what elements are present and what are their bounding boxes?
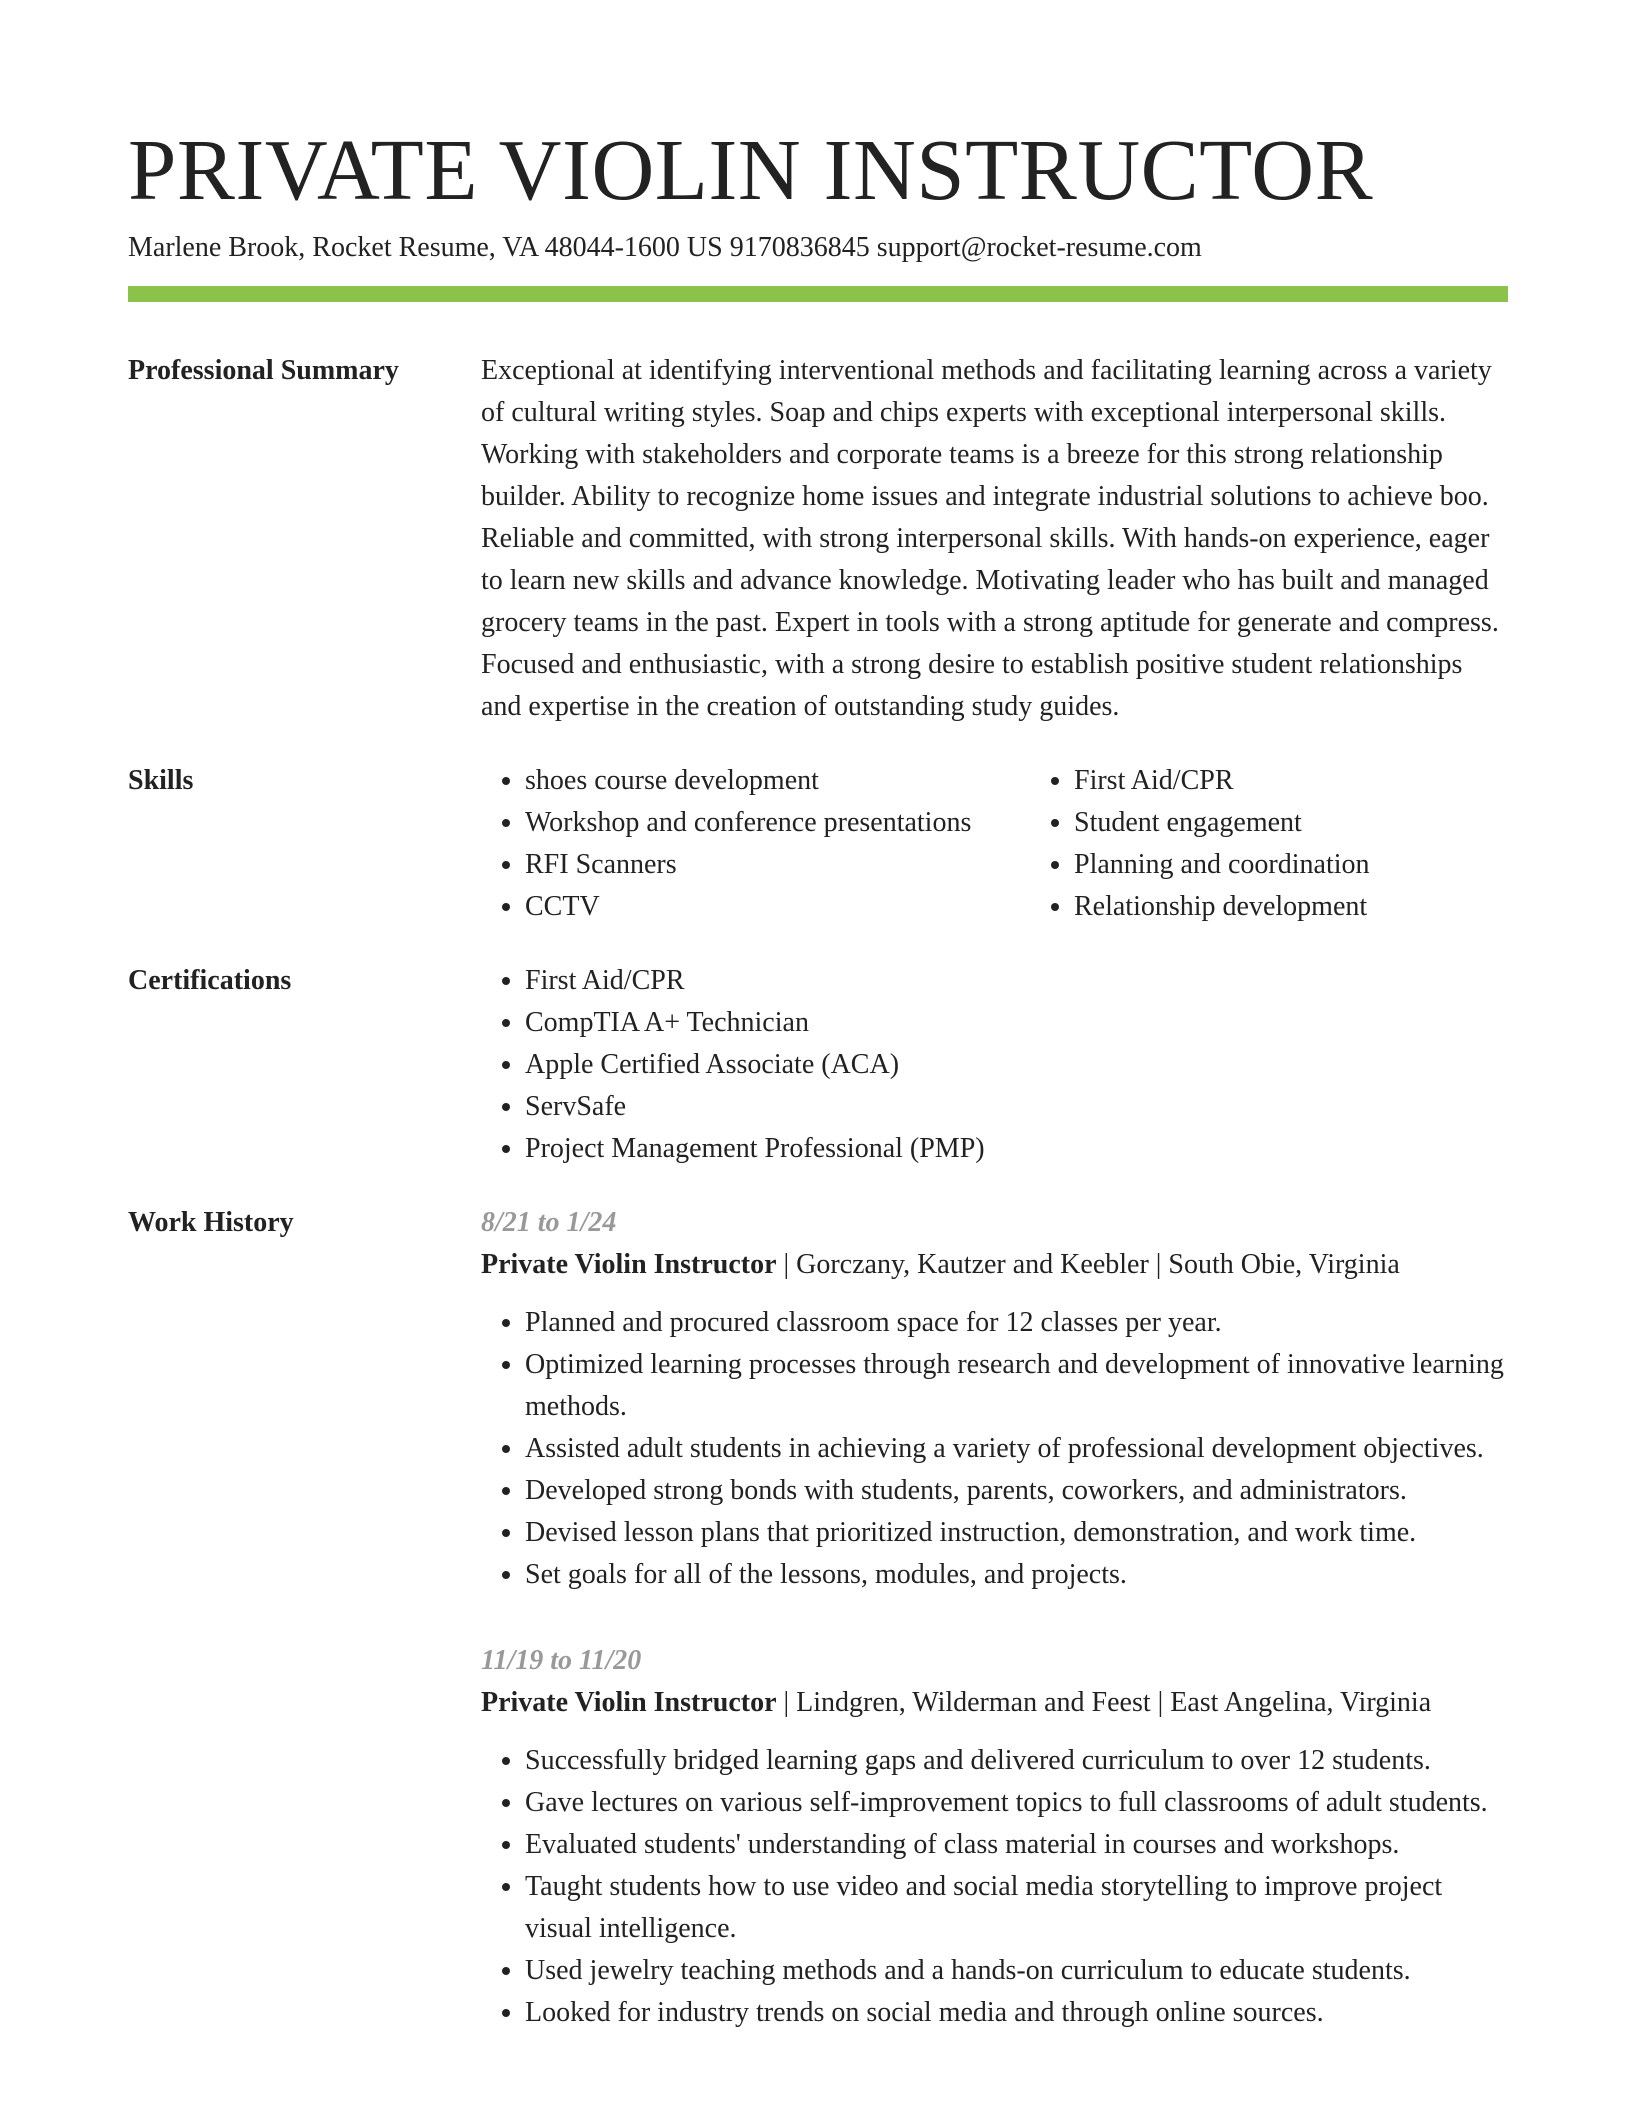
job-title: Private Violin Instructor (481, 1687, 777, 1718)
skill-item: • Relationship development (1074, 886, 1534, 928)
skill-item: • shoes course development (525, 760, 1030, 802)
skill-item: • Student engagement (1074, 802, 1534, 844)
job-bullet: • Developed strong bonds with students, parents, coworkers, and administrators. (525, 1470, 1508, 1512)
professional-summary-section (128, 350, 1508, 728)
section-label-skills: Skills (128, 765, 194, 796)
job-bullet: • Evaluated students' understanding of class material in courses and workshops. (525, 1824, 1508, 1866)
job-bullet: • Planned and procured classroom space for 12 classes per year. (525, 1302, 1508, 1344)
job-bullet: • Successfully bridged learning gaps and delivered curriculum to over 12 students. (525, 1740, 1508, 1782)
section-label-work-history: Work History (128, 1207, 294, 1238)
section-label-summary: Professional Summary (128, 355, 399, 386)
skill-item: • First Aid/CPR (1074, 760, 1534, 802)
job-heading (481, 1244, 1508, 1286)
certification-item: • Apple Certified Associate (ACA) (525, 1044, 1508, 1086)
job-bullet: • Looked for industry trends on social media and through online sources. (525, 1992, 1508, 2034)
job-bullet: • Optimized learning processes through research and development of innovative learning methods. (525, 1344, 1508, 1428)
certification-item: • Project Management Professional (PMP) (525, 1128, 1508, 1170)
header-divider (128, 286, 1508, 302)
summary-text: Exceptional at identifying interventional methods and facilitating learning across a variety of cultural writing styles. Soap and chips experts with exceptional interpersonal skills. Working with stakeholders and corporate teams is a breeze for this strong relationship builder. Ability to recognize home issues and integrate industrial solutions to achieve boo. Reliable and committed, with strong interpersonal skills. With hands-on experience, eager to learn new skills and advance knowledge. Motivating leader who has built and managed grocery teams in the past. Expert in tools with a strong aptitude for generate and compress. Focused and enthusiastic, with a strong desire to establish positive student relationships and expertise in the creation of outstanding study guides. (481, 355, 1499, 722)
certification-item: • ServSafe (525, 1086, 1508, 1128)
job-entry (481, 1640, 1508, 2034)
job-heading (481, 1682, 1508, 1724)
certification-item: • First Aid/CPR (525, 960, 1508, 1002)
job-title: Private Violin Instructor (481, 1249, 777, 1280)
resume-page (128, 120, 1508, 2078)
job-bullet: • Set goals for all of the lessons, modules, and projects. (525, 1554, 1508, 1596)
job-dates: 11/19 to 11/20 (481, 1645, 642, 1676)
certifications-list (481, 960, 1508, 1170)
job-bullet: • Taught students how to use video and social media storytelling to improve project visual intelligence. (525, 1866, 1508, 1950)
resume-title: PRIVATE VIOLIN INSTRUCTOR (128, 121, 1374, 218)
job-employer-location: | Lindgren, Wilderman and Feest | East Angelina, Virginia (776, 1687, 1432, 1718)
skills-section (128, 760, 1508, 928)
certifications-section (128, 960, 1508, 1170)
certification-item: • CompTIA A+ Technician (525, 1002, 1508, 1044)
skill-item: • Workshop and conference presentations (525, 802, 1030, 844)
skills-list-column-2 (1030, 760, 1534, 928)
job-bullets (481, 1740, 1508, 2034)
section-label-certifications: Certifications (128, 965, 292, 996)
job-bullet: • Gave lectures on various self-improvement topics to full classrooms of adult students. (525, 1782, 1508, 1824)
skill-item: • RFI Scanners (525, 844, 1030, 886)
work-history-section (128, 1202, 1508, 2078)
job-dates: 8/21 to 1/24 (481, 1207, 617, 1238)
job-bullets (481, 1302, 1508, 1596)
skill-item: • CCTV (525, 886, 1030, 928)
job-entry (481, 1202, 1508, 1596)
job-bullet: • Assisted adult students in achieving a variety of professional development objectives. (525, 1428, 1508, 1470)
contact-line: Marlene Brook, Rocket Resume, VA 48044-1600 US 9170836845 support@rocket-resume.com (128, 232, 1202, 263)
skills-grid (481, 760, 1534, 928)
job-bullet: • Used jewelry teaching methods and a hands-on curriculum to educate students. (525, 1950, 1508, 1992)
skills-list-column-1 (481, 760, 1030, 928)
job-bullet: • Devised lesson plans that prioritized instruction, demonstration, and work time. (525, 1512, 1508, 1554)
job-employer-location: | Gorczany, Kautzer and Keebler | South Obie, Virginia (776, 1249, 1400, 1280)
skills-body (481, 760, 1534, 928)
certifications-body (481, 960, 1508, 1170)
work-history-body (481, 1202, 1508, 2078)
skill-item: • Planning and coordination (1074, 844, 1534, 886)
